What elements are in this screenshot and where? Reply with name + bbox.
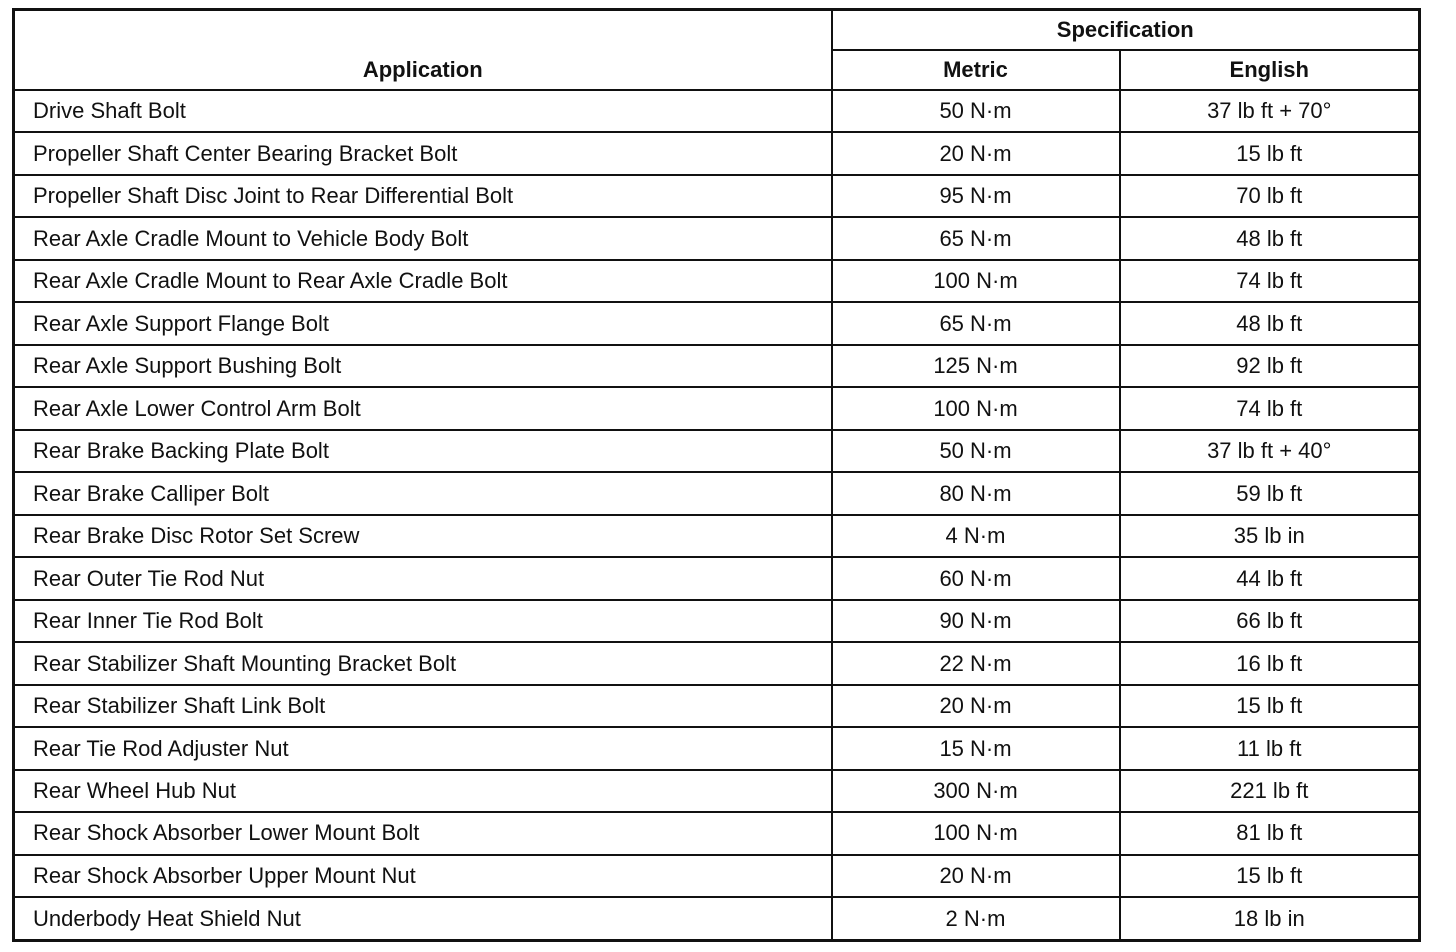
- metric-value-cell: 4 N·m: [832, 515, 1120, 557]
- english-value-cell: 221 lb ft: [1120, 770, 1420, 812]
- english-value-cell: 37 lb ft + 70°: [1120, 90, 1420, 132]
- metric-value-cell: 20 N·m: [832, 132, 1120, 174]
- english-value-cell: 44 lb ft: [1120, 557, 1420, 599]
- metric-value-cell: 50 N·m: [832, 430, 1120, 472]
- table-row: [14, 302, 1420, 344]
- table-row: [14, 557, 1420, 599]
- metric-value-cell: 100 N·m: [832, 260, 1120, 302]
- metric-value-cell: 300 N·m: [832, 770, 1120, 812]
- english-value-cell: 81 lb ft: [1120, 812, 1420, 854]
- table-row: [14, 430, 1420, 472]
- metric-value-cell: 20 N·m: [832, 855, 1120, 897]
- table-row: [14, 897, 1420, 940]
- application-cell: Rear Tie Rod Adjuster Nut: [14, 727, 832, 769]
- application-cell: Rear Brake Backing Plate Bolt: [14, 430, 832, 472]
- table-row: [14, 727, 1420, 769]
- table-row: [14, 642, 1420, 684]
- application-cell: Underbody Heat Shield Nut: [14, 897, 832, 940]
- application-cell: Rear Axle Cradle Mount to Vehicle Body Bolt: [14, 217, 832, 259]
- application-column-header: Application: [14, 10, 832, 91]
- metric-value-cell: 100 N·m: [832, 387, 1120, 429]
- torque-spec-table: [12, 8, 1421, 942]
- english-value-cell: 59 lb ft: [1120, 472, 1420, 514]
- metric-value-cell: 2 N·m: [832, 897, 1120, 940]
- application-cell: Rear Stabilizer Shaft Link Bolt: [14, 685, 832, 727]
- english-value-cell: 16 lb ft: [1120, 642, 1420, 684]
- english-value-cell: 70 lb ft: [1120, 175, 1420, 217]
- application-cell: Propeller Shaft Disc Joint to Rear Differential Bolt: [14, 175, 832, 217]
- application-cell: Rear Brake Calliper Bolt: [14, 472, 832, 514]
- table-body: [14, 90, 1420, 941]
- application-cell: Rear Outer Tie Rod Nut: [14, 557, 832, 599]
- english-value-cell: 11 lb ft: [1120, 727, 1420, 769]
- table-row: [14, 260, 1420, 302]
- metric-value-cell: 80 N·m: [832, 472, 1120, 514]
- english-value-cell: 35 lb in: [1120, 515, 1420, 557]
- metric-value-cell: 60 N·m: [832, 557, 1120, 599]
- table-row: [14, 175, 1420, 217]
- application-cell: Rear Shock Absorber Upper Mount Nut: [14, 855, 832, 897]
- table-row: [14, 217, 1420, 259]
- english-value-cell: 18 lb in: [1120, 897, 1420, 940]
- english-value-cell: 15 lb ft: [1120, 132, 1420, 174]
- table-row: [14, 132, 1420, 174]
- english-value-cell: 15 lb ft: [1120, 855, 1420, 897]
- table-row: [14, 855, 1420, 897]
- metric-value-cell: 100 N·m: [832, 812, 1120, 854]
- table-row: [14, 812, 1420, 854]
- application-cell: Rear Axle Support Bushing Bolt: [14, 345, 832, 387]
- metric-value-cell: 95 N·m: [832, 175, 1120, 217]
- table-row: [14, 90, 1420, 132]
- application-cell: Rear Axle Cradle Mount to Rear Axle Cradle Bolt: [14, 260, 832, 302]
- english-value-cell: 48 lb ft: [1120, 302, 1420, 344]
- metric-value-cell: 65 N·m: [832, 217, 1120, 259]
- application-cell: Rear Axle Lower Control Arm Bolt: [14, 387, 832, 429]
- metric-value-cell: 125 N·m: [832, 345, 1120, 387]
- metric-value-cell: 22 N·m: [832, 642, 1120, 684]
- table-row: [14, 515, 1420, 557]
- application-cell: Rear Wheel Hub Nut: [14, 770, 832, 812]
- metric-value-cell: 90 N·m: [832, 600, 1120, 642]
- english-value-cell: 92 lb ft: [1120, 345, 1420, 387]
- metric-value-cell: 15 N·m: [832, 727, 1120, 769]
- table-row: [14, 345, 1420, 387]
- english-value-cell: 66 lb ft: [1120, 600, 1420, 642]
- header-row-top: [14, 10, 1420, 51]
- table-row: [14, 472, 1420, 514]
- metric-column-header: Metric: [832, 50, 1120, 90]
- table-header: [14, 10, 1420, 91]
- application-cell: Rear Axle Support Flange Bolt: [14, 302, 832, 344]
- table-row: [14, 387, 1420, 429]
- english-value-cell: 48 lb ft: [1120, 217, 1420, 259]
- application-cell: Rear Shock Absorber Lower Mount Bolt: [14, 812, 832, 854]
- english-value-cell: 37 lb ft + 40°: [1120, 430, 1420, 472]
- table-row: [14, 685, 1420, 727]
- application-cell: Rear Stabilizer Shaft Mounting Bracket Bolt: [14, 642, 832, 684]
- english-value-cell: 74 lb ft: [1120, 260, 1420, 302]
- metric-value-cell: 20 N·m: [832, 685, 1120, 727]
- specification-column-header: Specification: [832, 10, 1420, 51]
- application-cell: Propeller Shaft Center Bearing Bracket Bolt: [14, 132, 832, 174]
- table-row: [14, 770, 1420, 812]
- application-cell: Rear Brake Disc Rotor Set Screw: [14, 515, 832, 557]
- english-column-header: English: [1120, 50, 1420, 90]
- application-cell: Rear Inner Tie Rod Bolt: [14, 600, 832, 642]
- english-value-cell: 15 lb ft: [1120, 685, 1420, 727]
- application-cell: Drive Shaft Bolt: [14, 90, 832, 132]
- english-value-cell: 74 lb ft: [1120, 387, 1420, 429]
- metric-value-cell: 50 N·m: [832, 90, 1120, 132]
- table-row: [14, 600, 1420, 642]
- metric-value-cell: 65 N·m: [832, 302, 1120, 344]
